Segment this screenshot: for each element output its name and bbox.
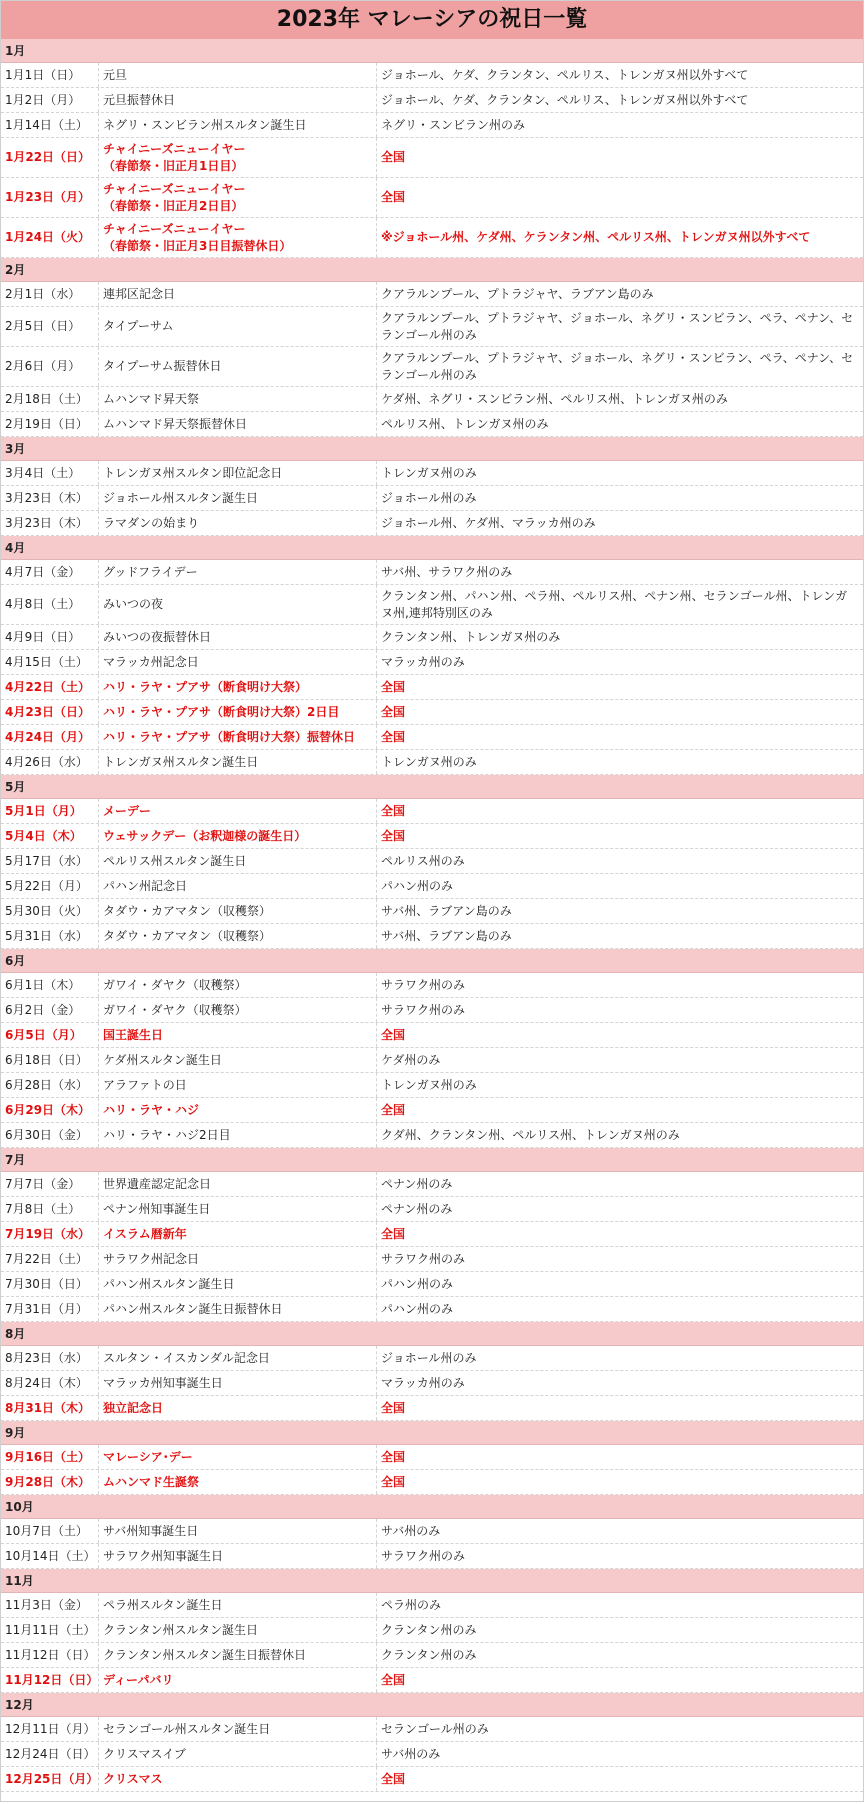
national-holiday-row (1, 675, 863, 700)
holiday-date-cell: 1月1日（日） (1, 63, 99, 87)
table-row (1, 899, 863, 924)
national-holiday-row (1, 218, 863, 258)
table-row (1, 874, 863, 899)
month-header: 12月 (1, 1693, 863, 1717)
holiday-date-cell: 2月6日（月） (1, 347, 99, 386)
holiday-area-cell: トレンガヌ州のみ (381, 1077, 477, 1092)
table-row (1, 1717, 863, 1742)
table-row (1, 412, 863, 437)
holiday-area-cell: セランゴール州のみ (381, 1721, 489, 1736)
holiday-area-cell: クランタン州のみ (381, 1647, 477, 1662)
holiday-area-cell: ジョホール、ケダ、クランタン、ペルリス、トレンガヌ州以外すべて (381, 92, 749, 107)
holiday-area-cell: クアラルンプール、プトラジャヤ、ジョホール、ネグリ・スンビラン、ペラ、ペナン、セランゴール州のみ (381, 350, 854, 382)
holiday-name-cell: タイプーサム (99, 307, 377, 346)
table-row (1, 1346, 863, 1371)
holiday-area-cell: サバ州、サラワク州のみ (381, 564, 513, 579)
table-row (1, 650, 863, 675)
holiday-area-cell: 全国 (381, 1027, 406, 1042)
holiday-area-cell: ネグリ・スンビラン州のみ (381, 117, 526, 132)
month-header: 11月 (1, 1569, 863, 1593)
holiday-area-cell: パハン州のみ (381, 1276, 454, 1291)
holiday-name-cell: みいつの夜振替休日 (99, 625, 377, 649)
holiday-area-cell: パハン州のみ (381, 1301, 454, 1316)
national-holiday-row (1, 725, 863, 750)
holiday-date-cell: 12月25日（月） (1, 1767, 99, 1791)
holiday-name-cell: ガワイ・ダヤク（収穫祭） (99, 998, 377, 1022)
table-row (1, 1593, 863, 1618)
holiday-area-cell: 全国 (381, 803, 406, 818)
holiday-name-cell: クランタン州スルタン誕生日振替休日 (99, 1643, 377, 1667)
month-header: 1月 (1, 39, 863, 63)
table-row (1, 88, 863, 113)
table-row (1, 1123, 863, 1148)
national-holiday-row (1, 1470, 863, 1495)
holiday-name-cell: スルタン・イスカンダル記念日 (99, 1346, 377, 1370)
holiday-date-cell: 4月15日（土） (1, 650, 99, 674)
holiday-date-cell: 6月5日（月） (1, 1023, 99, 1047)
holiday-name-cell: ハリ・ラヤ・ハジ2日目 (99, 1123, 377, 1147)
month-header: 5月 (1, 775, 863, 799)
holiday-date-cell: 11月12日（日） (1, 1668, 99, 1692)
holiday-name-cell: サバ州知事誕生日 (99, 1519, 377, 1543)
national-holiday-row (1, 1098, 863, 1123)
table-row (1, 387, 863, 412)
holiday-area-cell: サラワク州のみ (381, 977, 466, 992)
holiday-name-cell: タイプーサム振替休日 (99, 347, 377, 386)
holiday-area-cell: サバ州のみ (381, 1523, 441, 1538)
holiday-date-cell: 6月30日（金） (1, 1123, 99, 1147)
month-header: 8月 (1, 1322, 863, 1346)
holiday-name-cell: パハン州スルタン誕生日振替休日 (99, 1297, 377, 1321)
holiday-name-cell: 連邦区記念日 (99, 282, 377, 306)
holiday-name-cell: ネグリ・スンビラン州スルタン誕生日 (99, 113, 377, 137)
holiday-name-cell: ケダ州スルタン誕生日 (99, 1048, 377, 1072)
holiday-date-cell: 7月19日（水） (1, 1222, 99, 1246)
table-row (1, 1643, 863, 1668)
holiday-name-cell: 独立記念日 (99, 1396, 377, 1420)
holiday-date-cell: 4月9日（日） (1, 625, 99, 649)
month-header: 10月 (1, 1495, 863, 1519)
holiday-area-cell: 全国 (381, 679, 406, 694)
holiday-name-cell: マラッカ州記念日 (99, 650, 377, 674)
table-row (1, 1247, 863, 1272)
holiday-area-cell: ペナン州のみ (381, 1201, 453, 1216)
holiday-name-cell: 元旦振替休日 (99, 88, 377, 112)
holiday-name-cell: ムハンマド生誕祭 (99, 1470, 377, 1494)
holiday-date-cell: 7月7日（金） (1, 1172, 99, 1196)
holiday-date-cell: 4月7日（金） (1, 560, 99, 584)
table-row (1, 1297, 863, 1322)
national-holiday-row (1, 1396, 863, 1421)
table-row (1, 1048, 863, 1073)
table-row (1, 307, 863, 347)
holiday-date-cell: 7月30日（日） (1, 1272, 99, 1296)
holiday-area-cell: サバ州、ラブアン島のみ (381, 903, 512, 918)
holiday-area-cell: ペルリス州、トレンガヌ州のみ (381, 416, 549, 431)
holiday-name-cell: ペナン州知事誕生日 (99, 1197, 377, 1221)
national-holiday-row (1, 178, 863, 218)
holiday-area-cell: 全国 (381, 729, 406, 744)
holiday-date-cell: 1月23日（月） (1, 178, 99, 217)
holiday-date-cell: 3月4日（土） (1, 461, 99, 485)
national-holiday-row (1, 138, 863, 178)
holiday-date-cell: 6月18日（日） (1, 1048, 99, 1072)
holiday-name-cell: ハリ・ラヤ・プアサ（断食明け大祭） (99, 675, 377, 699)
holiday-name-cell: ムハンマド昇天祭 (99, 387, 377, 411)
holiday-name-cell: チャイニーズニューイヤー （春節祭・旧正月1日目） (99, 138, 377, 177)
national-holiday-row (1, 824, 863, 849)
holiday-area-cell: ペラ州のみ (381, 1597, 442, 1612)
table-row (1, 1197, 863, 1222)
holiday-date-cell: 11月12日（日） (1, 1643, 99, 1667)
holiday-date-cell: 2月18日（土） (1, 387, 99, 411)
holiday-date-cell: 1月22日（日） (1, 138, 99, 177)
holiday-name-cell: タダウ・カアマタン（収穫祭） (99, 899, 377, 923)
holiday-area-cell: 全国 (381, 1771, 406, 1786)
table-row (1, 585, 863, 625)
holiday-date-cell: 4月24日（月） (1, 725, 99, 749)
table-row (1, 560, 863, 585)
holiday-date-cell: 5月4日（木） (1, 824, 99, 848)
holiday-date-cell: 5月31日（水） (1, 924, 99, 948)
table-row (1, 347, 863, 387)
holiday-area-cell: 全国 (381, 150, 406, 164)
holiday-name-cell: アラファトの日 (99, 1073, 377, 1097)
month-header: 7月 (1, 1148, 863, 1172)
table-row (1, 461, 863, 486)
holiday-area-cell: ジョホール、ケダ、クランタン、ペルリス、トレンガヌ州以外すべて (381, 67, 749, 82)
holiday-date-cell: 7月31日（月） (1, 1297, 99, 1321)
table-row (1, 282, 863, 307)
holiday-date-cell: 6月2日（金） (1, 998, 99, 1022)
month-header: 6月 (1, 949, 863, 973)
holiday-area-cell: クダ州、クランタン州、ペルリス州、トレンガヌ州のみ (381, 1127, 680, 1142)
holiday-date-cell: 5月22日（月） (1, 874, 99, 898)
holiday-name-cell: タダウ・カアマタン（収穫祭） (99, 924, 377, 948)
holiday-name-cell: グッドフライデー (99, 560, 377, 584)
holiday-date-cell: 1月14日（土） (1, 113, 99, 137)
holiday-name-cell: サラワク州知事誕生日 (99, 1544, 377, 1568)
holiday-name-cell: ガワイ・ダヤク（収穫祭） (99, 973, 377, 997)
table-row (1, 113, 863, 138)
table-row (1, 1272, 863, 1297)
holiday-area-cell: ペルリス州のみ (381, 853, 465, 868)
holiday-date-cell: 4月8日（土） (1, 585, 99, 624)
national-holiday-row (1, 1767, 863, 1792)
holiday-date-cell: 1月2日（月） (1, 88, 99, 112)
holiday-name-cell: 国王誕生日 (99, 1023, 377, 1047)
table-row (1, 973, 863, 998)
table-row (1, 750, 863, 775)
holiday-name-cell: セランゴール州スルタン誕生日 (99, 1717, 377, 1741)
holiday-date-cell: 5月1日（月） (1, 799, 99, 823)
holiday-area-cell: クランタン州、トレンガヌ州のみ (381, 629, 561, 644)
holiday-date-cell: 8月31日（木） (1, 1396, 99, 1420)
holiday-name-cell: クランタン州スルタン誕生日 (99, 1618, 377, 1642)
national-holiday-row (1, 1445, 863, 1470)
holiday-area-cell: 全国 (381, 1226, 406, 1241)
holiday-area-cell: クアラルンプール、プトラジャヤ、ラブアン島のみ (381, 286, 654, 301)
national-holiday-row (1, 799, 863, 824)
holiday-date-cell: 8月24日（木） (1, 1371, 99, 1395)
holiday-name-cell: メーデー (99, 799, 377, 823)
holiday-name-cell: ハリ・ラヤ・プアサ（断食明け大祭）2日目 (99, 700, 377, 724)
holiday-name-cell: 元旦 (99, 63, 377, 87)
holiday-area-cell: サバ州、ラブアン島のみ (381, 928, 512, 943)
holiday-name-cell: クリスマスイブ (99, 1742, 377, 1766)
holiday-area-cell: サラワク州のみ (381, 1251, 466, 1266)
holiday-name-cell: イスラム暦新年 (99, 1222, 377, 1246)
holiday-name-cell: パハン州記念日 (99, 874, 377, 898)
holiday-area-cell: マラッカ州のみ (381, 1375, 465, 1390)
table-row (1, 1371, 863, 1396)
holiday-date-cell: 5月30日（火） (1, 899, 99, 923)
holiday-name-cell: チャイニーズニューイヤー （春節祭・旧正月3日目振替休日） (99, 218, 377, 257)
holiday-date-cell: 6月29日（木） (1, 1098, 99, 1122)
national-holiday-row (1, 1222, 863, 1247)
holiday-name-cell: ハリ・ラヤ・プアサ（断食明け大祭）振替休日 (99, 725, 377, 749)
holiday-area-cell: サラワク州のみ (381, 1548, 466, 1563)
holiday-date-cell: 3月23日（木） (1, 511, 99, 535)
holiday-name-cell: ジョホール州スルタン誕生日 (99, 486, 377, 510)
table-row (1, 625, 863, 650)
holiday-area-cell: サバ州のみ (381, 1746, 441, 1761)
holiday-date-cell: 6月1日（木） (1, 973, 99, 997)
holiday-area-cell: ジョホール州のみ (381, 1350, 477, 1365)
holiday-area-cell: トレンガヌ州のみ (381, 754, 477, 769)
holiday-table (1, 39, 863, 1792)
holiday-area-cell: パハン州のみ (381, 878, 454, 893)
holiday-area-cell: 全国 (381, 828, 406, 843)
holiday-area-cell: 全国 (381, 190, 406, 204)
table-row (1, 1073, 863, 1098)
holiday-area-cell: サラワク州のみ (381, 1002, 466, 1017)
holiday-date-cell: 9月16日（土） (1, 1445, 99, 1469)
table-row (1, 924, 863, 949)
month-header: 9月 (1, 1421, 863, 1445)
holiday-area-cell: ケダ州のみ (381, 1052, 441, 1067)
holiday-name-cell: トレンガヌ州スルタン誕生日 (99, 750, 377, 774)
table-row (1, 1544, 863, 1569)
holiday-area-cell: 全国 (381, 1474, 406, 1489)
holiday-date-cell: 11月11日（土） (1, 1618, 99, 1642)
holiday-name-cell: サラワク州記念日 (99, 1247, 377, 1271)
holiday-area-cell: クアラルンプール、プトラジャヤ、ジョホール、ネグリ・スンビラン、ペラ、ペナン、セランゴール州のみ (381, 310, 854, 342)
holiday-area-cell: 全国 (381, 1449, 406, 1464)
holiday-date-cell: 12月24日（日） (1, 1742, 99, 1766)
page-title: 2023年 マレーシアの祝日一覧 (1, 1, 863, 39)
holiday-name-cell: みいつの夜 (99, 585, 377, 624)
holiday-name-cell: ムハンマド昇天祭振替休日 (99, 412, 377, 436)
holiday-date-cell: 7月22日（土） (1, 1247, 99, 1271)
holiday-area-cell: 全国 (381, 1400, 406, 1415)
holiday-name-cell: ラマダンの始まり (99, 511, 377, 535)
holiday-name-cell: ハリ・ラヤ・ハジ (99, 1098, 377, 1122)
holiday-name-cell: パハン州スルタン誕生日 (99, 1272, 377, 1296)
holiday-area-cell: 全国 (381, 1672, 406, 1687)
holiday-date-cell: 11月3日（金） (1, 1593, 99, 1617)
holiday-name-cell: ウェサックデー（お釈迦様の誕生日） (99, 824, 377, 848)
holiday-name-cell: ペラ州スルタン誕生日 (99, 1593, 377, 1617)
month-header: 4月 (1, 536, 863, 560)
holiday-area-cell: ペナン州のみ (381, 1176, 453, 1191)
holiday-area-cell: マラッカ州のみ (381, 654, 465, 669)
table-row (1, 63, 863, 88)
holiday-date-cell: 1月24日（火） (1, 218, 99, 257)
table-row (1, 1172, 863, 1197)
holiday-name-cell: マラッカ州知事誕生日 (99, 1371, 377, 1395)
holiday-name-cell: マレーシア･デー (99, 1445, 377, 1469)
holiday-date-cell: 7月8日（土） (1, 1197, 99, 1221)
table-row (1, 1519, 863, 1544)
holiday-area-cell: 全国 (381, 1102, 406, 1117)
holiday-date-cell: 3月23日（木） (1, 486, 99, 510)
holiday-area-cell: クランタン州のみ (381, 1622, 477, 1637)
holiday-name-cell: 世界遺産認定記念日 (99, 1172, 377, 1196)
table-row (1, 1618, 863, 1643)
table-row (1, 1742, 863, 1767)
national-holiday-row (1, 1023, 863, 1048)
holiday-date-cell: 10月14日（土） (1, 1544, 99, 1568)
holiday-area-cell: ジョホール州、ケダ州、マラッカ州のみ (381, 515, 596, 530)
holiday-area-cell: トレンガヌ州のみ (381, 465, 477, 480)
holiday-name-cell: ディーパバリ (99, 1668, 377, 1692)
holiday-date-cell: 8月23日（水） (1, 1346, 99, 1370)
national-holiday-row (1, 1668, 863, 1693)
holiday-name-cell: クリスマス (99, 1767, 377, 1791)
holiday-area-cell: クランタン州、パハン州、ペラ州、ペルリス州、ペナン州、セランゴール州、トレンガヌ州,連邦特別区のみ (381, 588, 848, 620)
holiday-date-cell: 9月28日（木） (1, 1470, 99, 1494)
table-row (1, 486, 863, 511)
table-row (1, 998, 863, 1023)
holiday-date-cell: 6月28日（水） (1, 1073, 99, 1097)
national-holiday-row (1, 700, 863, 725)
holiday-name-cell: チャイニーズニューイヤー （春節祭・旧正月2日目） (99, 178, 377, 217)
holiday-date-cell: 4月23日（日） (1, 700, 99, 724)
holiday-date-cell: 12月11日（月） (1, 1717, 99, 1741)
holiday-date-cell: 2月5日（日） (1, 307, 99, 346)
month-header: 3月 (1, 437, 863, 461)
holiday-date-cell: 4月26日（水） (1, 750, 99, 774)
holiday-date-cell: 5月17日（水） (1, 849, 99, 873)
holiday-area-cell: 全国 (381, 704, 406, 719)
holiday-date-cell: 10月7日（土） (1, 1519, 99, 1543)
holiday-area-cell: ※ジョホール州、ケダ州、ケランタン州、ペルリス州、トレンガヌ州以外すべて (381, 230, 811, 244)
holiday-area-cell: ケダ州、ネグリ・スンビラン州、ペルリス州、トレンガヌ州のみ (381, 391, 728, 406)
holiday-name-cell: トレンガヌ州スルタン即位記念日 (99, 461, 377, 485)
month-header: 2月 (1, 258, 863, 282)
holiday-area-cell: ジョホール州のみ (381, 490, 477, 505)
holiday-date-cell: 2月19日（日） (1, 412, 99, 436)
holiday-date-cell: 4月22日（土） (1, 675, 99, 699)
holiday-name-cell: ペルリス州スルタン誕生日 (99, 849, 377, 873)
table-row (1, 511, 863, 536)
table-row (1, 849, 863, 874)
holiday-date-cell: 2月1日（水） (1, 282, 99, 306)
